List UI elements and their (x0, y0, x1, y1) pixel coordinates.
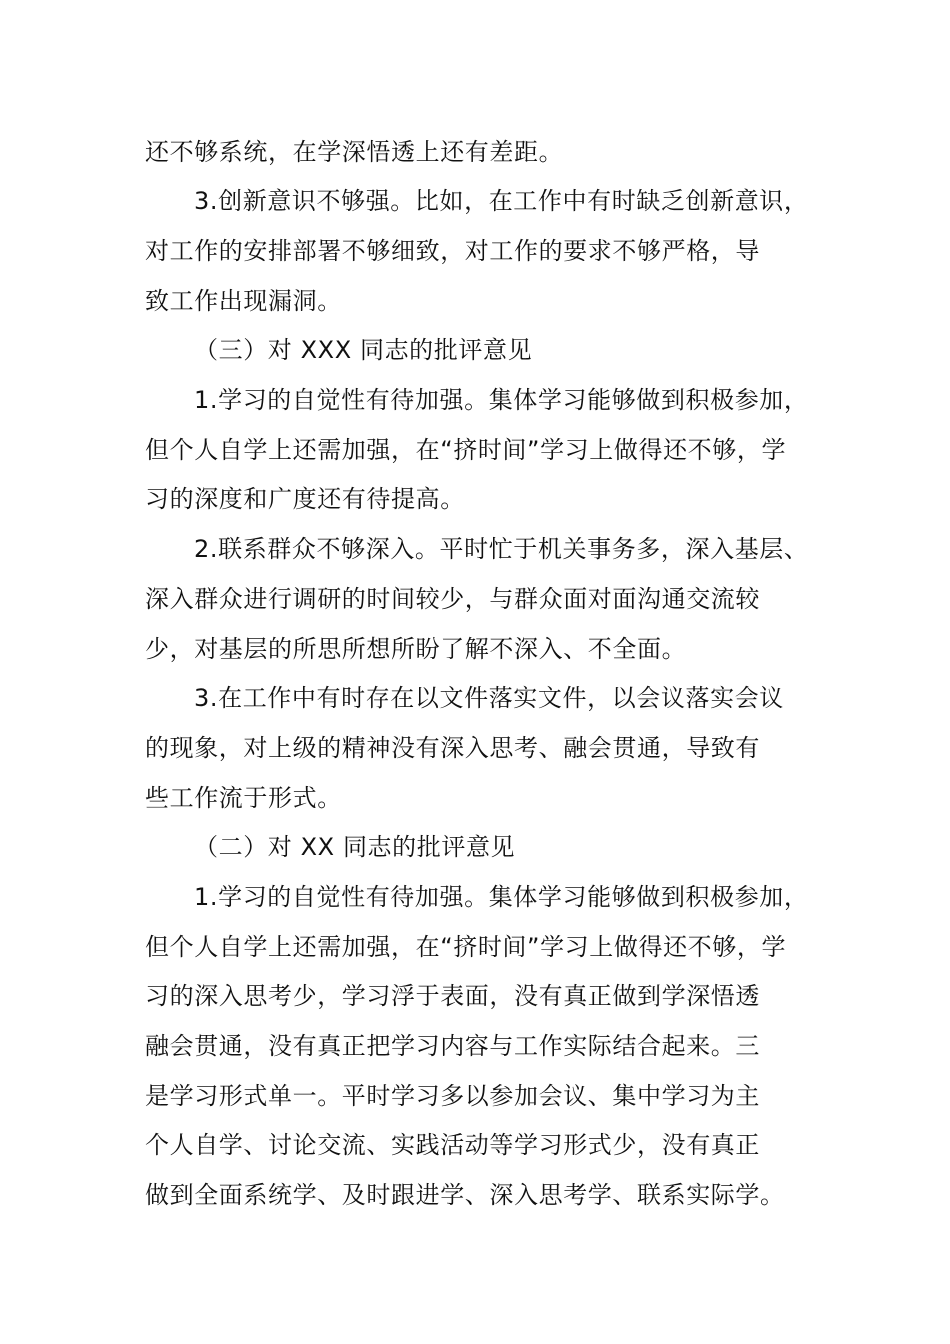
body-line: 些工作流于形式。 (145, 784, 342, 812)
section-heading: （三）对 XXX 同志的批评意见 (194, 336, 533, 364)
body-line: 3.在工作中有时存在以文件落实文件，以会议落实会议 (194, 684, 784, 712)
body-line: 但个人自学上还需加强，在“挤时间”学习上做得还不够，学 (145, 436, 787, 464)
body-line: 对工作的安排部署不够细致，对工作的要求不够严格，导 (145, 237, 760, 265)
body-line: 还不够系统，在学深悟透上还有差距。 (145, 138, 564, 166)
body-line: 2.联系群众不够深入。平时忙于机关事务多，深入基层、 (194, 535, 809, 563)
body-line: 深入群众进行调研的时间较少，与群众面对面沟通交流较 (145, 585, 760, 613)
body-line: 习的深度和广度还有待提高。 (145, 485, 465, 513)
body-line: 1.学习的自觉性有待加强。集体学习能够做到积极参加， (194, 883, 809, 911)
body-line: 个人自学、讨论交流、实践活动等学习形式少，没有真正 (145, 1131, 760, 1159)
body-line: 少，对基层的所思所想所盼了解不深入、不全面。 (145, 635, 687, 663)
body-line: 融会贯通，没有真正把学习内容与工作实际结合起来。三 (145, 1032, 760, 1060)
body-line: 是学习形式单一。平时学习多以参加会议、集中学习为主 (145, 1082, 760, 1110)
body-line: 的现象，对上级的精神没有深入思考、融会贯通，导致有 (145, 734, 760, 762)
section-heading: （二）对 XX 同志的批评意见 (194, 833, 516, 861)
body-line: 3.创新意识不够强。比如，在工作中有时缺乏创新意识， (194, 187, 809, 215)
body-line: 但个人自学上还需加强，在“挤时间”学习上做得还不够，学 (145, 933, 787, 961)
body-line: 习的深入思考少，学习浮于表面，没有真正做到学深悟透 (145, 982, 760, 1010)
body-line: 1.学习的自觉性有待加强。集体学习能够做到积极参加， (194, 386, 809, 414)
body-line: 致工作出现漏洞。 (145, 287, 342, 315)
body-line: 做到全面系统学、及时跟进学、深入思考学、联系实际学。 (145, 1181, 785, 1209)
